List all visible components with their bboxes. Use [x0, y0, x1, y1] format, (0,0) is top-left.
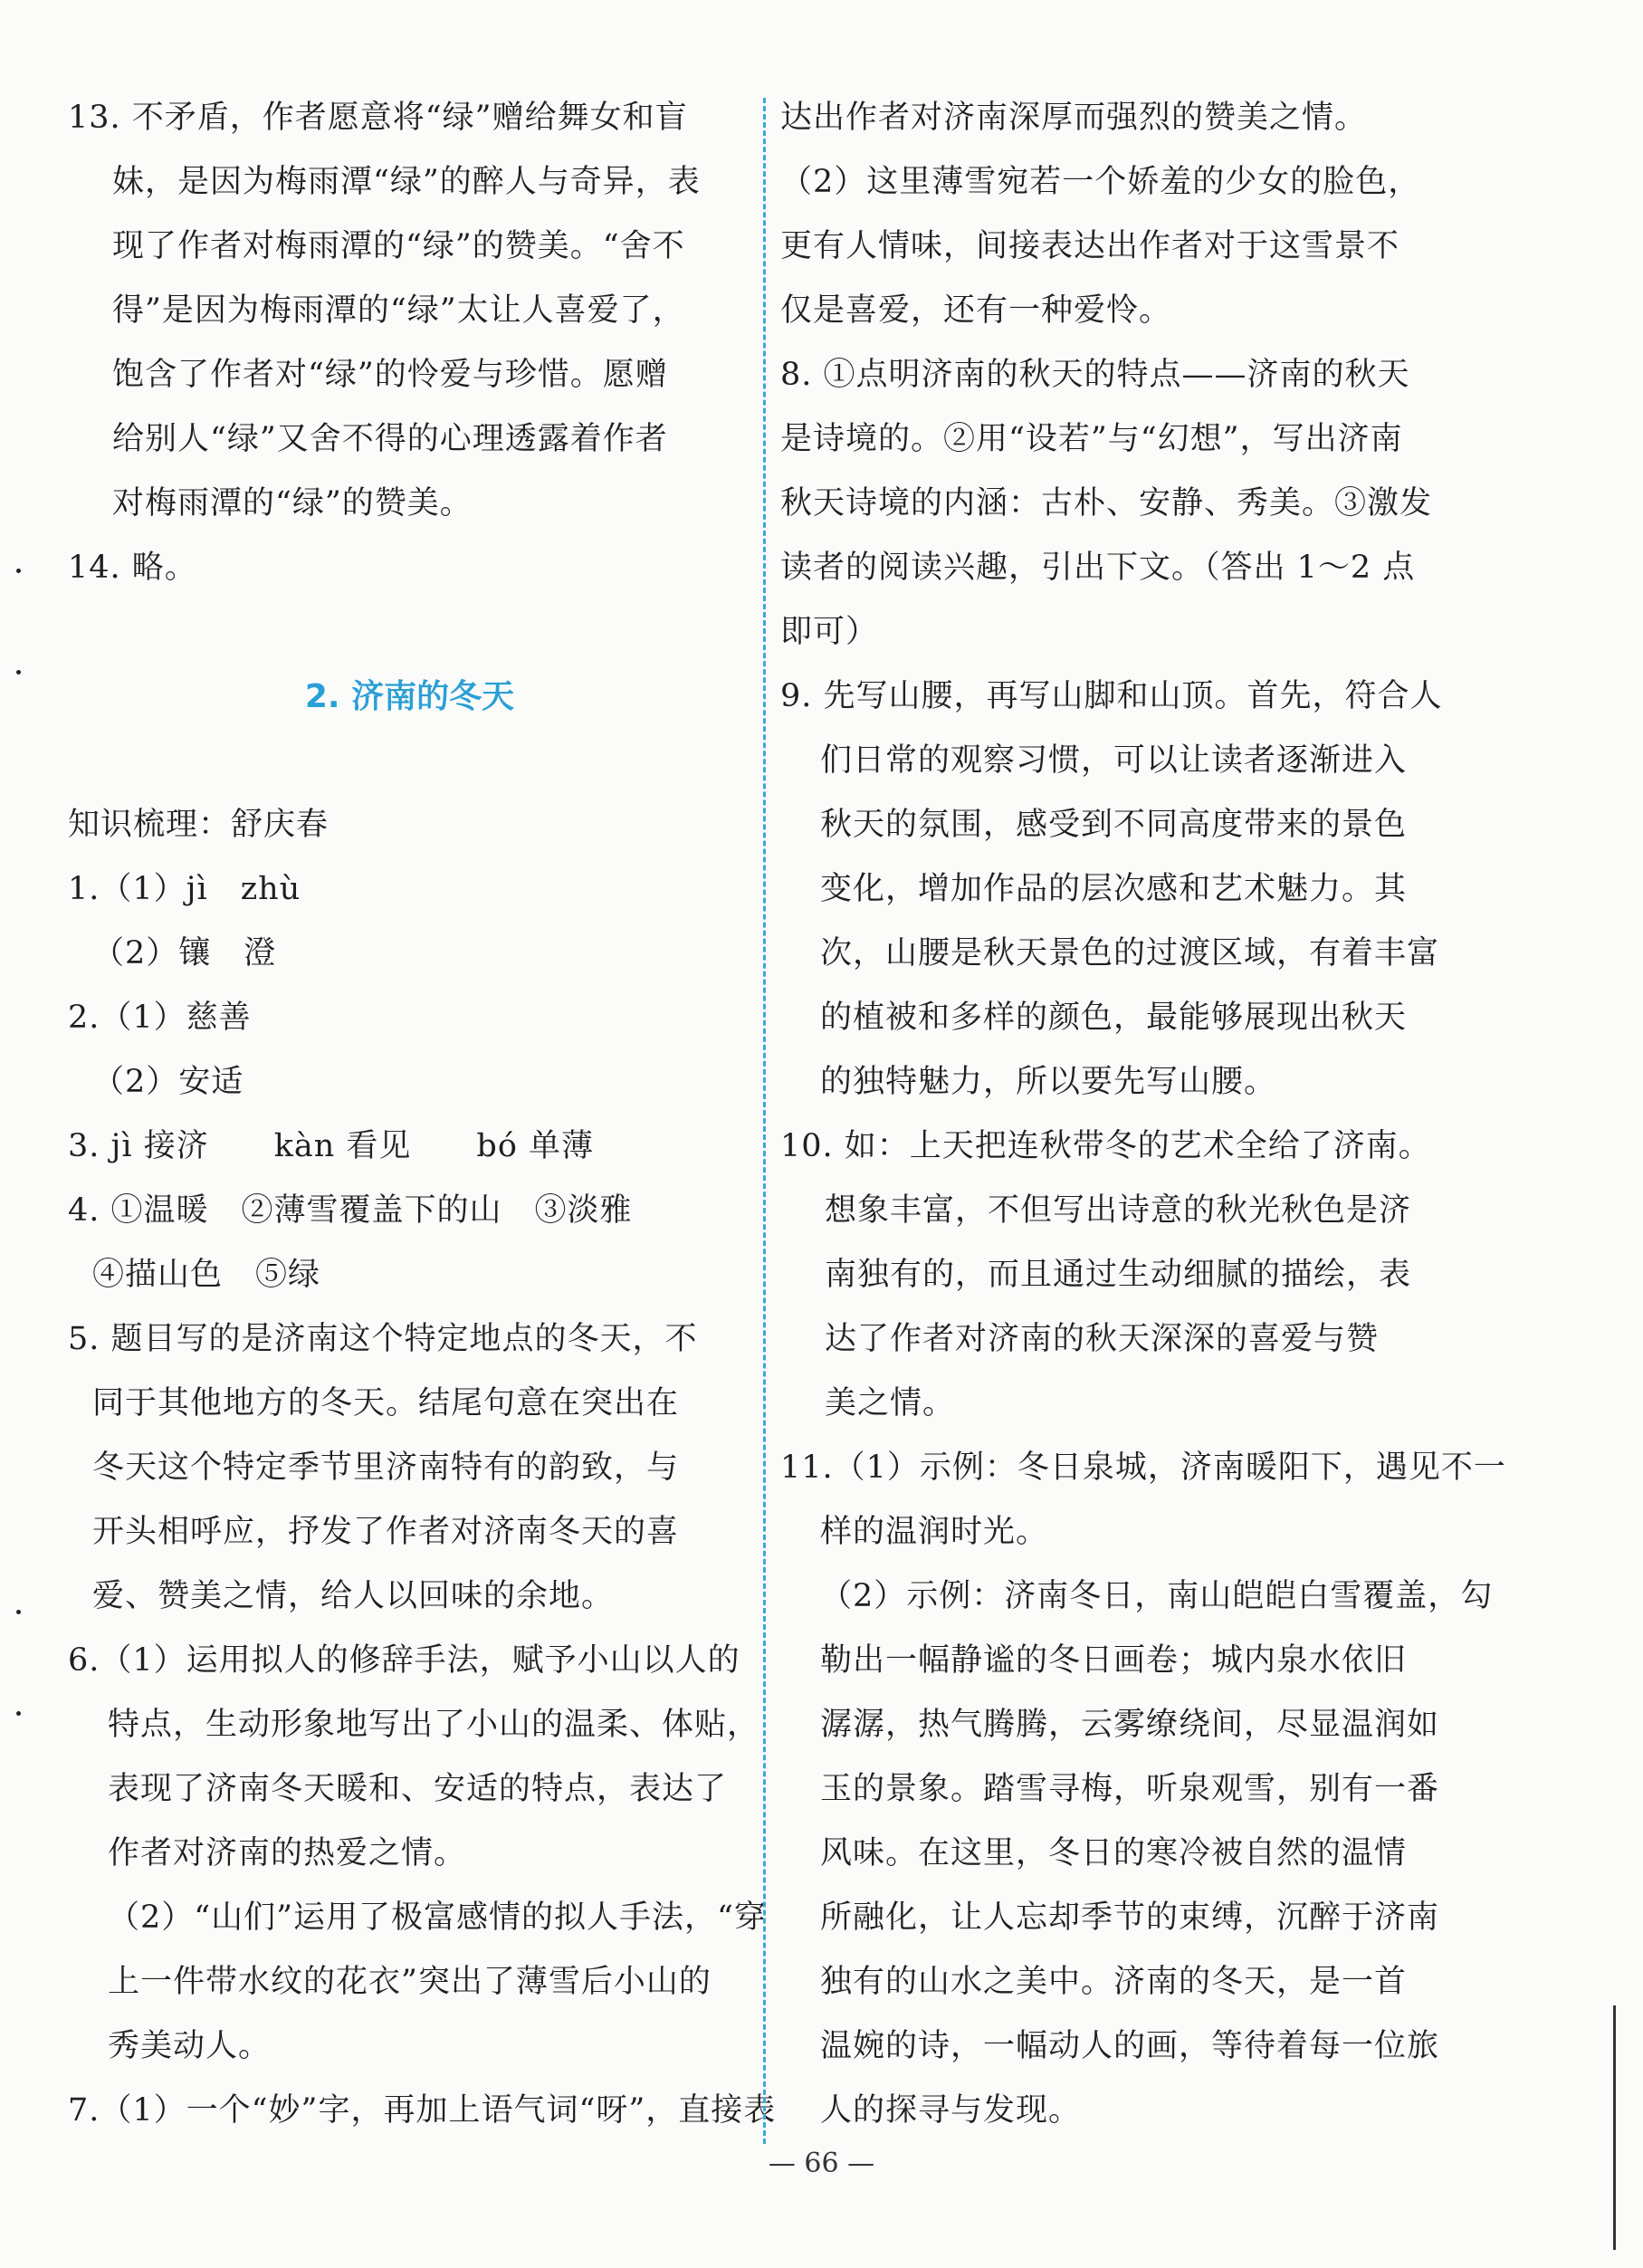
answer-line: 开头相呼应，抒发了作者对济南冬天的喜 — [92, 1514, 680, 1550]
answer-line: 给别人“绿”又舍不得的心理透露着作者 — [112, 421, 668, 457]
answer-line: 得”是因为梅雨潭的“绿”太让人喜爱了， — [112, 292, 685, 329]
answer-line: 同于其他地方的冬天。结尾句意在突出在 — [92, 1385, 680, 1421]
answer-line: 知识梳理：舒庆春 — [68, 807, 330, 843]
column-divider — [763, 98, 766, 2144]
margin-dot — [16, 1610, 21, 1614]
answer-line: 10. 如：上天把连秋带冬的艺术全给了济南。 — [780, 1128, 1431, 1164]
answer-line: 11.（1）示例：冬日泉城，济南暖阳下，遇见不一 — [780, 1450, 1506, 1486]
answer-line: 样的温润时光。 — [820, 1514, 1049, 1550]
answer-line: 潺潺，热气腾腾，云雾缭绕间，尽显温润如 — [820, 1707, 1440, 1743]
margin-dot — [16, 1711, 21, 1716]
answer-line: 5. 题目写的是济南这个特定地点的冬天，不 — [68, 1321, 698, 1357]
answer-line: 8. ①点明济南的秋天的特点——济南的秋天 — [780, 357, 1410, 393]
answer-line: 温婉的诗，一幅动人的画，等待着每一位旅 — [820, 2028, 1440, 2064]
answer-line: 玉的景象。踏雪寻梅，听泉观雪，别有一番 — [820, 1771, 1440, 1807]
answer-line: 仅是喜爱，还有一种爱怜。 — [780, 292, 1172, 329]
answer-line: 们日常的观察习惯，可以让读者逐渐进入 — [820, 742, 1408, 779]
page-edge-line — [1613, 2005, 1616, 2250]
answer-line: 即可） — [780, 614, 879, 650]
answer-line: 2.（1）慈善 — [68, 1000, 252, 1036]
answer-line: 人的探寻与发现。 — [820, 2092, 1082, 2129]
answer-line: 美之情。 — [825, 1385, 956, 1421]
answer-line: 南独有的，而且通过生动细腻的描绘，表 — [825, 1257, 1412, 1293]
answer-line: （2）示例：济南冬日，南山皑皑白雪覆盖，勾 — [820, 1578, 1494, 1614]
answer-line: ④描山色 ⑤绿 — [92, 1257, 321, 1293]
page-number: — 66 — — [768, 2148, 875, 2179]
answer-line: 1.（1）jì zhù — [68, 871, 301, 907]
answer-line: 次，山腰是秋天景色的过渡区域，有着丰富 — [820, 935, 1440, 971]
margin-dot — [16, 670, 21, 675]
answer-line: 是诗境的。②用“设若”与“幻想”，写出济南 — [780, 421, 1403, 457]
answer-line: （2）这里薄雪宛若一个娇羞的少女的脸色， — [780, 164, 1421, 200]
answer-line: （2）镶 澄 — [92, 935, 277, 971]
answer-line: 3. jì 接济 kàn 看见 bó 单薄 — [68, 1128, 595, 1164]
answer-line: 作者对济南的热爱之情。 — [108, 1835, 467, 1871]
blank-line — [68, 729, 751, 793]
answer-line: 所融化，让人忘却季节的束缚，沉醉于济南 — [820, 1900, 1440, 1936]
answer-line: 6.（1）运用拟人的修辞手法，赋予小山以人的 — [68, 1642, 740, 1679]
right-column — [780, 86, 1506, 2143]
answer-line: 秀美动人。 — [108, 2028, 272, 2064]
section-heading: 2. 济南的冬天 — [304, 678, 515, 715]
answer-line: 读者的阅读兴趣，引出下文。（答出 1～2 点 — [780, 550, 1416, 586]
answer-line: 达出作者对济南深厚而强烈的赞美之情。 — [780, 100, 1368, 136]
answer-line: 的植被和多样的颜色，最能够展现出秋天 — [820, 1000, 1408, 1036]
answer-line: 特点，生动形象地写出了小山的温柔、体贴， — [108, 1707, 760, 1743]
answer-line: （2）安适 — [92, 1064, 244, 1100]
answer-line: 想象丰富，不但写出诗意的秋光秋色是济 — [825, 1192, 1412, 1229]
answer-line: 更有人情味，间接表达出作者对于这雪景不 — [780, 228, 1400, 264]
answer-line: 表现了济南冬天暖和、安适的特点，表达了 — [108, 1771, 728, 1807]
answer-line: 现了作者对梅雨潭的“绿”的赞美。“舍不 — [112, 228, 685, 264]
answer-line: 4. ①温暖 ②薄雪覆盖下的山 ③淡雅 — [68, 1192, 633, 1229]
answer-line: 的独特魅力，所以要先写山腰。 — [820, 1064, 1277, 1100]
answer-line: 爱、赞美之情，给人以回味的余地。 — [92, 1578, 615, 1614]
answer-line: 秋天诗境的内涵：古朴、安静、秀美。③激发 — [780, 485, 1433, 522]
margin-dot — [16, 569, 21, 573]
answer-line: 勒出一幅静谧的冬日画卷；城内泉水依旧 — [820, 1642, 1408, 1679]
answer-line: 风味。在这里，冬日的寒冷被自然的温情 — [820, 1835, 1408, 1871]
answer-line: 妹，是因为梅雨潭“绿”的醉人与奇异，表 — [112, 164, 701, 200]
answer-line: 独有的山水之美中。济南的冬天，是一首 — [820, 1964, 1408, 2000]
blank-line — [68, 600, 751, 665]
answer-line: （2）“山们”运用了极富感情的拟人手法，“穿 — [108, 1900, 767, 1936]
answer-line: 9. 先写山腰，再写山脚和山顶。首先，符合人 — [780, 678, 1443, 714]
answer-line: 对梅雨潭的“绿”的赞美。 — [112, 485, 473, 522]
answer-line: 变化，增加作品的层次感和艺术魅力。其 — [820, 871, 1408, 907]
answer-line: 冬天这个特定季节里济南特有的韵致，与 — [92, 1450, 680, 1486]
answer-line: 饱含了作者对“绿”的怜爱与珍惜。愿赠 — [112, 357, 668, 393]
answer-line: 上一件带水纹的花衣”突出了薄雪后小山的 — [108, 1964, 712, 2000]
left-column — [68, 86, 777, 2143]
answer-line: 达了作者对济南的秋天深深的喜爱与赞 — [825, 1321, 1380, 1357]
answer-line: 14. 略。 — [68, 550, 197, 586]
answer-line: 7.（1）一个“妙”字，再加上语气词“呀”，直接表 — [68, 2092, 777, 2129]
answer-line: 13. 不矛盾，作者愿意将“绿”赠给舞女和盲 — [68, 100, 688, 136]
answer-line: 秋天的氛围，感受到不同高度带来的景色 — [820, 807, 1408, 843]
